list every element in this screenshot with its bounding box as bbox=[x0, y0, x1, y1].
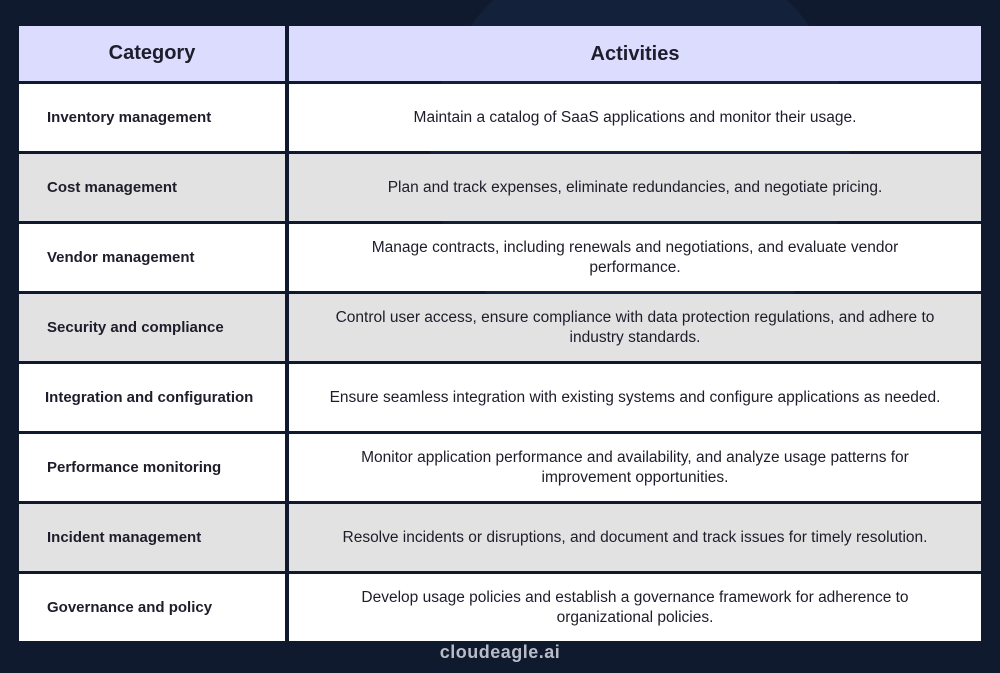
category-cell: Performance monitoring bbox=[19, 434, 285, 501]
activity-cell: Resolve incidents or disruptions, and document and track issues for timely resolution. bbox=[289, 504, 981, 571]
header-activities: Activities bbox=[289, 26, 981, 81]
category-cell: Security and compliance bbox=[19, 294, 285, 361]
table-row bbox=[19, 224, 981, 291]
table-row bbox=[19, 504, 981, 571]
table-row bbox=[19, 294, 981, 361]
table-row bbox=[19, 154, 981, 221]
activity-cell: Monitor application performance and availability, and analyze usage patterns for improvement opportunities. bbox=[289, 434, 981, 501]
category-cell: Vendor management bbox=[19, 224, 285, 291]
activity-cell: Ensure seamless integration with existing systems and configure applications as needed. bbox=[289, 364, 981, 431]
activity-cell: Manage contracts, including renewals and negotiations, and evaluate vendor performance. bbox=[289, 224, 981, 291]
header-category: Category bbox=[19, 26, 285, 81]
category-cell: Governance and policy bbox=[19, 574, 285, 641]
table-row bbox=[19, 434, 981, 501]
category-cell: Inventory management bbox=[19, 84, 285, 151]
activity-cell: Plan and track expenses, eliminate redundancies, and negotiate pricing. bbox=[289, 154, 981, 221]
table-row bbox=[19, 84, 981, 151]
activity-cell: Maintain a catalog of SaaS applications and monitor their usage. bbox=[289, 84, 981, 151]
table-row bbox=[19, 364, 981, 431]
brand-logo: cloudeagle.ai bbox=[439, 642, 561, 662]
activity-cell: Control user access, ensure compliance with data protection regulations, and adhere to industry standards. bbox=[289, 294, 981, 361]
category-cell: Integration and configuration bbox=[19, 364, 285, 431]
category-cell: Cost management bbox=[19, 154, 285, 221]
category-cell: Incident management bbox=[19, 504, 285, 571]
table-header-row bbox=[19, 26, 981, 81]
table-row bbox=[19, 574, 981, 641]
activity-cell: Develop usage policies and establish a governance framework for adherence to organizational policies. bbox=[289, 574, 981, 641]
activities-table bbox=[19, 26, 981, 644]
